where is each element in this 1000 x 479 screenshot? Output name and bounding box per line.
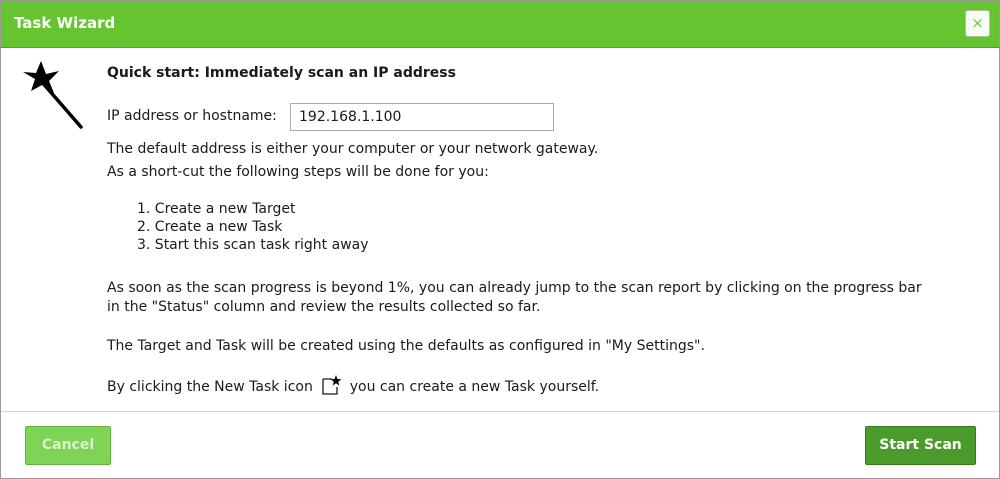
dialog-title: Task Wizard [14, 14, 116, 32]
list-item: 3. Start this scan task right away [137, 237, 369, 253]
new-task-suffix: you can create a new Task yourself. [349, 379, 600, 395]
new-task-icon [320, 375, 342, 395]
progress-note-line-1: As soon as the scan progress is beyond 1%, you can already jump to the scan report by clicking on the progress bar [107, 280, 922, 296]
start-scan-button[interactable]: Start Scan [865, 426, 976, 465]
defaults-note: The Target and Task will be created using the defaults as configured in "My Settings". [107, 338, 705, 354]
close-icon: × [971, 14, 984, 32]
list-item: 2. Create a new Task [137, 219, 283, 235]
steps-list [137, 200, 369, 254]
default-address-note: The default address is either your computer or your network gateway. [107, 141, 599, 157]
dialog-footer [1, 411, 999, 479]
ip-address-input[interactable] [290, 103, 554, 131]
new-task-prefix: By clicking the New Task icon [107, 379, 313, 395]
ip-label: IP address or hostname: [107, 108, 277, 124]
close-button[interactable] [965, 10, 990, 37]
wizard-heading: Quick start: Immediately scan an IP address [107, 65, 456, 81]
cancel-button[interactable]: Cancel [25, 426, 111, 465]
magic-wand-icon [19, 59, 85, 131]
list-item: 1. Create a new Target [137, 201, 296, 217]
shortcut-note: As a short-cut the following steps will be done for you: [107, 164, 489, 180]
progress-note-line-2: in the "Status" column and review the results collected so far. [107, 299, 541, 315]
dialog-titlebar [1, 1, 999, 48]
new-task-note [107, 375, 599, 395]
